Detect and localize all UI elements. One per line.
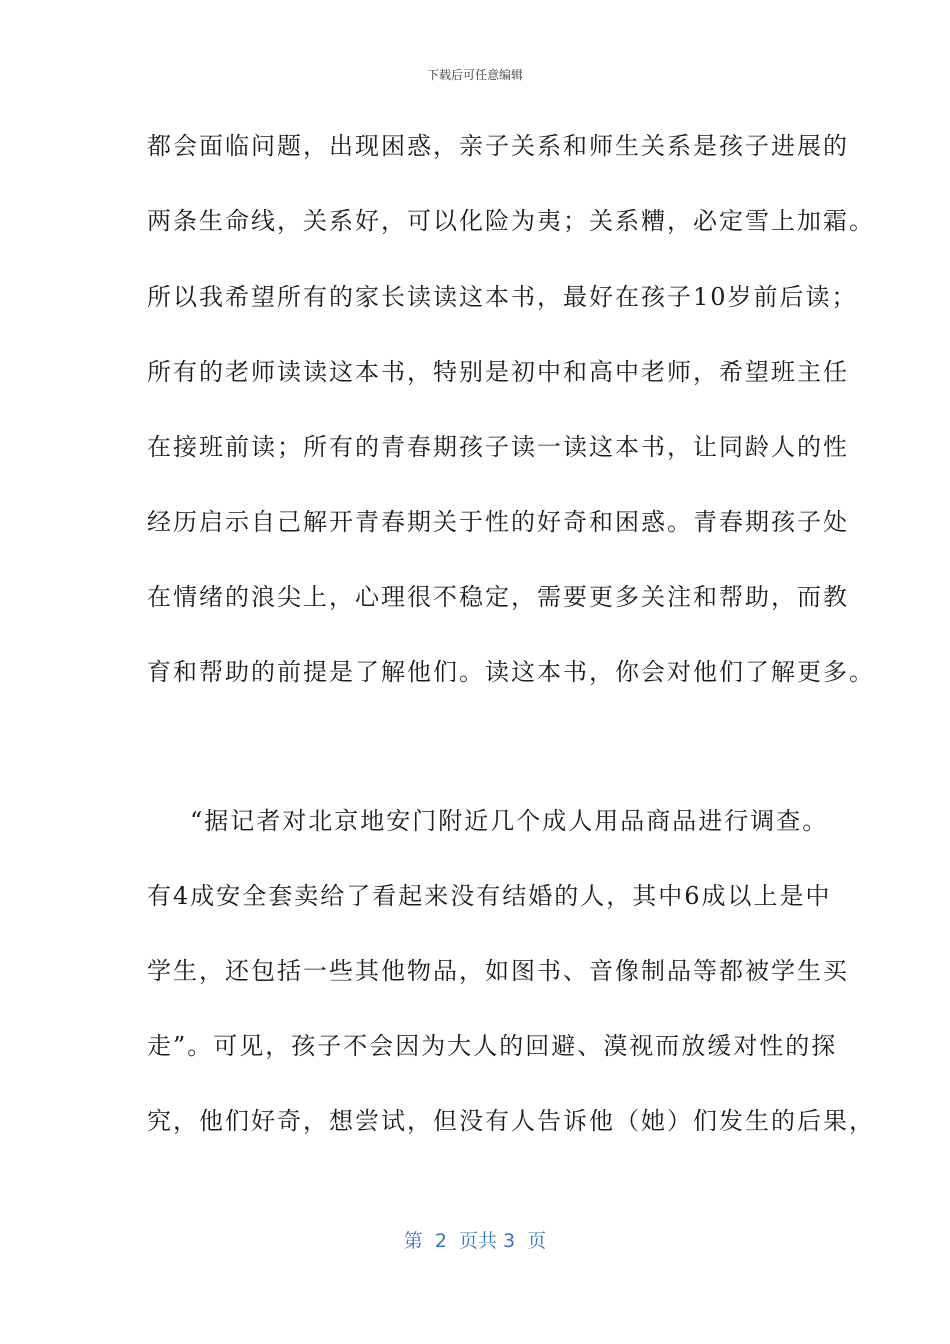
page-number-footer: 第 2 页共 3 页 bbox=[403, 1230, 547, 1252]
text-line: 所以我希望所有的家长读读这本书，最好在孩子10岁前后读； bbox=[147, 283, 858, 311]
text-line: 在情绪的浪尖上，心理很不稳定，需要更多关注和帮助，而教 bbox=[147, 583, 849, 611]
text-line: 两条生命线，关系好，可以化险为夷；关系糟，必定雪上加霜。 bbox=[147, 207, 875, 235]
text-line: 在接班前读；所有的青春期孩子读一读这本书，让同龄人的性 bbox=[147, 433, 849, 461]
text-line: 学生，还包括一些其他物品，如图书、音像制品等都被学生买 bbox=[147, 957, 849, 985]
text-line: 经历启示自己解开青春期关于性的好奇和困惑。青春期孩子处 bbox=[147, 508, 849, 536]
text-line: 育和帮助的前提是了解他们。读这本书，你会对他们了解更多。 bbox=[147, 658, 875, 686]
page-header: 下载后可任意编辑 bbox=[426, 68, 523, 82]
text-line: 所有的老师读读这本书，特别是初中和高中老师，希望班主任 bbox=[147, 358, 849, 386]
text-line: 究，他们好奇，想尝试，但没有人告诉他（她）们发生的后果， bbox=[147, 1107, 875, 1135]
text-line-indented: “据记者对北京地安门附近几个成人用品商品进行调查。 bbox=[190, 807, 829, 835]
text-line: 走”。可见，孩子不会因为大人的回避、漠视而放缓对性的探 bbox=[147, 1032, 838, 1060]
text-line: 都会面临问题，出现困惑，亲子关系和师生关系是孩子进展的 bbox=[147, 132, 849, 160]
text-line: 有4成安全套卖给了看起来没有结婚的人，其中6成以上是中 bbox=[147, 882, 832, 910]
